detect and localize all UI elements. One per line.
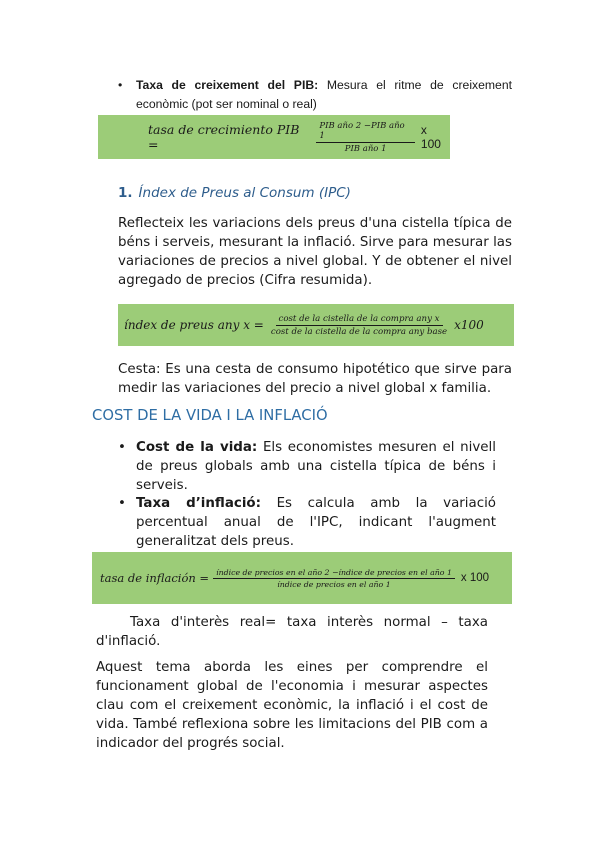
formula-pib-multiplier: x 100 [420,123,441,151]
bullet-pib [118,76,512,114]
formula-pib-fraction [316,121,415,154]
formula-pib [148,121,450,153]
formula-inflacion-multiplier: x 100 [460,572,490,584]
formula-ipc-multiplier: x100 [454,318,484,332]
bullet-taxa-inflacio-term: Taxa d’inflació: [136,496,261,511]
formula-inflacion-lhs: tasa de inflación = [100,571,210,585]
ipc-heading-title: Índex de Preus al Consum (IPC) [138,185,351,201]
bullet-taxa-inflacio-description: Es calcula amb la variació percentual anual de l'IPC, indicant l'augment generalitzat dels preus. [136,496,496,549]
bullet-taxa-inflacio [118,494,496,551]
bullet-pib-text [136,76,512,114]
bullet-marker: • [118,496,126,511]
closing-paragraph: Aquest tema aborda les eines per comprendre el funcionament global de l'economia i mesurar aspectes clau com el creixement econòmic, la inflació i el cost de vida. També reflexiona sobre les limitacions del PIB com a indicador del progrés social. [96,660,488,751]
formula-inflacion-numerator: índice de precios en el año 2 −índice de precios en el año 1 [213,568,455,579]
bullet-cost-vida-text [136,438,496,495]
ipc-heading-number: 1. [118,185,133,201]
formula-ipc-box [118,304,514,346]
bullet-cost-vida-term: Cost de la vida: [136,440,258,455]
formula-inflacion-fraction [213,568,455,589]
bullet-marker: • [118,440,126,455]
bullet-pib-description: Mesura el ritme de creixement econòmic (pot ser nominal o real) [136,78,512,111]
formula-inflacion [100,562,489,594]
bullet-marker: • [118,78,123,92]
formula-ipc [124,308,484,342]
formula-pib-numerator: PIB año 2 −PIB año 1 [316,121,415,143]
section-title: COST DE LA VIDA I LA INFLACIÓ [92,407,328,424]
formula-ipc-denominator: cost de la cistella de la compra any base [270,326,448,337]
ipc-heading [118,185,351,201]
cesta-paragraph: Cesta: Es una cesta de consumo hipotético que sirve para medir las variaciones del precio a nivel global x familia. [118,362,512,396]
bullet-cost-vida-description: Els economistes mesuren el nivell de preus globals amb una cistella típica de béns i serveis. [136,440,496,493]
formula-pib-lhs: tasa de crecimiento PIB = [148,122,300,152]
ipc-paragraph: Reflecteix les variacions dels preus d'una cistella típica de béns i serveis, mesurant la inflació. Sirve para mesurar las variaciones de precios a nivel global. Y de obtener el nivel agregado de precios (Cifra resumida). [118,216,512,288]
formula-pib-denominator: PIB año 1 [344,143,387,154]
formula-ipc-fraction [268,314,450,337]
formula-inflacion-box [92,552,512,604]
formula-pib-box [98,115,450,159]
bullet-cost-vida [118,438,496,495]
bullet-pib-term: Taxa de creixement del PIB: [136,78,319,92]
bullet-taxa-inflacio-text [136,494,496,551]
interes-paragraph: Taxa d'interès real= taxa interès normal – taxa d'inflació. [96,615,488,649]
formula-inflacion-denominator: índice de precios en el año 1 [277,579,391,589]
formula-ipc-numerator: cost de la cistella de la compra any x [276,314,443,326]
formula-ipc-lhs: índex de preus any x = [124,318,264,332]
